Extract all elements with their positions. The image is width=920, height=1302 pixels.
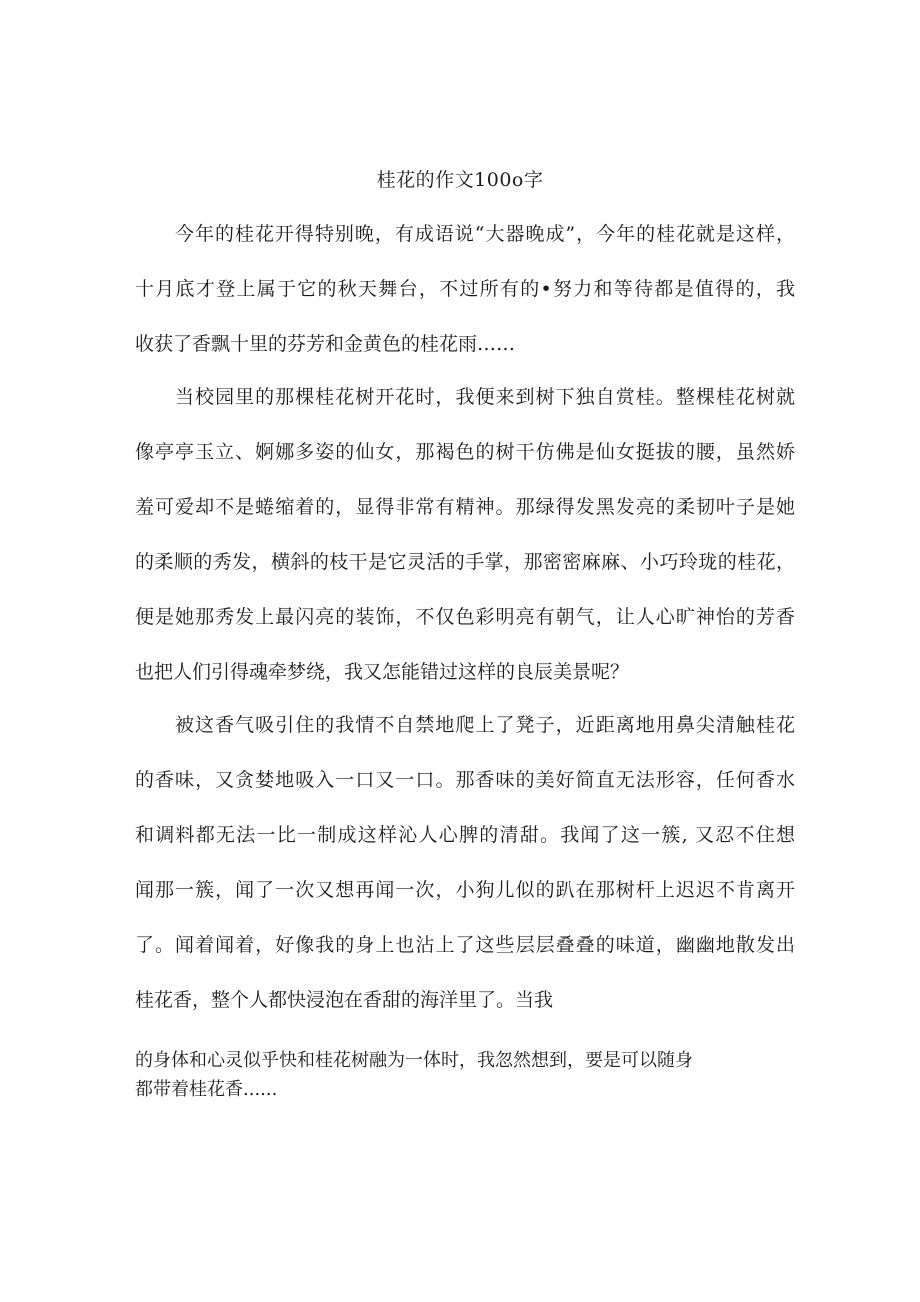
paragraph-line: 像亭亭玉立、婀娜多姿的仙女，那褐色的树干仿佛是仙女挺拔的腰，虽然娇 [135, 441, 795, 463]
paragraph-line: 今年的桂花开得特别晚，有成语说“大器晚成”，今年的桂花就是这样， [175, 223, 795, 245]
paragraph-line: 的柔顺的秀发，横斜的枝干是它灵活的手掌，那密密麻麻、小巧玲珑的桂花， [135, 551, 795, 573]
paragraph-line: 十月底才登上属于它的秋天舞台，不过所有的•努力和等待都是值得的，我 [135, 278, 795, 300]
paragraph-line: 的身体和心灵似乎快和桂花树融为一体时，我忽然想到，要是可以随身 [135, 1050, 693, 1071]
paragraph-line: 也把人们引得魂牵梦绕，我又怎能错过这样的良辰美景呢？ [135, 661, 630, 683]
paragraph-line: 和调料都无法一比一制成这样沁人心脾的清甜。我闻了这一簇, 又忍不住想 [135, 824, 795, 846]
paragraph-line: 闻那一簇，闻了一次又想再闻一次，小狗儿似的趴在那树杆上迟迟不肯离开 [135, 879, 795, 901]
paragraph-line: 了。闻着闻着，好像我的身上也沾上了这些层层叠叠的味道，幽幽地散发出 [135, 934, 795, 956]
paragraph-line: 的香味，又贪婪地吸入一口又一口。那香味的美好简直无法形容，任何香水 [135, 769, 795, 791]
paragraph-line: 羞可爱却不是蜷缩着的，显得非常有精神。那绿得发黑发亮的柔韧叶子是她 [135, 496, 795, 518]
paragraph-line: 收获了香飘十里的芬芳和金黄色的桂花雨…… [135, 333, 516, 355]
document-title: 桂花的作文100o字 [376, 169, 544, 191]
paragraph-line: 便是她那秀发上最闪亮的装饰，不仅色彩明亮有朝气，让人心旷神怡的芳香 [135, 606, 795, 628]
paragraph-line: 都带着桂花香...... [135, 1079, 278, 1100]
paragraph-line: 被这香气吸引住的我情不自禁地爬上了凳子，近距离地用鼻尖清触桂花 [175, 714, 795, 736]
paragraph-line: 当校园里的那棵桂花树开花时，我便来到树下独自赏桂。整棵桂花树就 [175, 386, 795, 408]
paragraph-line: 桂花香，整个人都快浸泡在香甜的海洋里了。当我 [135, 989, 554, 1011]
